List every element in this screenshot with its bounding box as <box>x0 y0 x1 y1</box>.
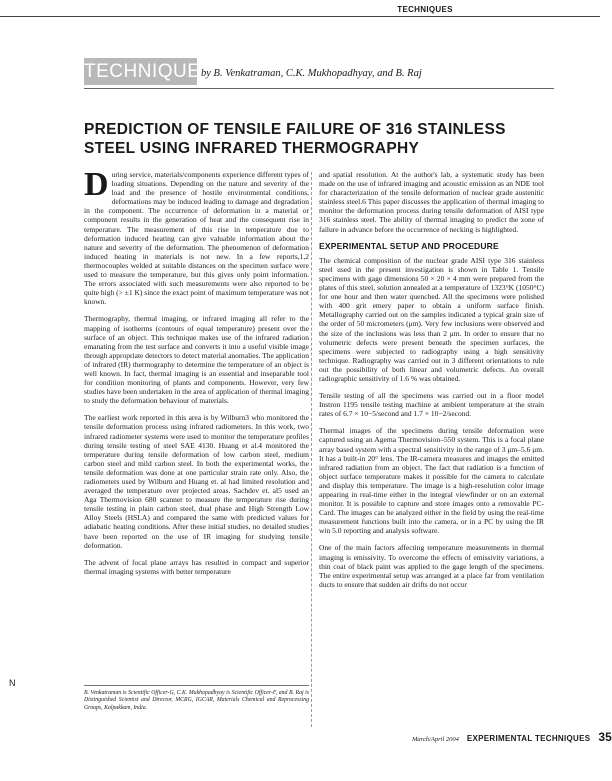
paragraph-tensile-testing: Tensile testing of all the specimens was carried out in a floor model Instron 1195 tensile testing machine at ambient temperature at the strain rates of 6.7 × 10−5/second and 1.7 × 10−2/second. <box>319 391 544 419</box>
paragraph-emissivity: One of the main factors affecting temperature measurements in thermal imaging is emissivity. To overcome the effects of emissivity variations, a thin coat of black paint was applied to the gage length of the specimens. The entire experimental setup was arranged at a place far from ventilation ducts to ensure that sudden air drifts do not occur <box>319 543 544 589</box>
column-divider <box>311 172 312 727</box>
right-column <box>319 170 544 597</box>
drop-cap: D <box>84 166 109 203</box>
article-title <box>84 120 554 158</box>
page-footer <box>412 728 612 744</box>
margin-mark: N <box>9 678 16 688</box>
section-heading: EXPERIMENTAL SETUP AND PROCEDURE <box>319 240 499 251</box>
byline-rule <box>84 88 554 89</box>
page-number: 35 <box>598 730 612 744</box>
paragraph-thermography: Thermography, thermal imaging, or infrared imaging all refer to the mapping of isotherms (contours of equal temperature) present over the surface of an object. This technique makes use of the infrared radiation emanating from the test surface and converts it into a useful visible image through appropriate detectors to detect material anomalies. The application of infrared (IR) thermography to determine the temperature of an object is well known. In fact, thermal imaging is an essential and inseparable tool for condition monitoring of plants and components. However, very few studies have been undertaken in the area of application of thermal imaging to study the deformation behaviour of materials. <box>84 314 309 406</box>
paragraph-spatial-resolution: and spatial resolution. At the author's lab, a systematic study has been made on the use of infrared imaging and acoustic emission as an NDE tool for characterization of the tensile deformation of nuclear grade austenitic stainless steel.6 This paper discusses the application of thermal imaging to monitor the deformation process during tensile deformation of AISI type 316 stainless steel. The ability of thermal imaging to predict the zone of failure in advance before the occurrence of necking is highlighted. <box>319 170 544 234</box>
intro-text: uring service, materials/components experience different types of loading situations. Depending on the nature and severity of the load and the presence of hostile environmental conditions, deformations may be induced leading to damage and degradation in the component. The occurrence of deformation in a material or component results in the generation of heat and the consequent rise in temperature. The measurement of this rise in temperature due to deformation induced heating can give valuable information about the nature and severity of the deformation. The phenomenon of deformation induced heating in materials is not new. In a few reports,1,2 thermocouples welded at suitable distances on the specimen surface were used to measure the temperature, but this gives only point information. The errors associated with such measurements were also reported to be quite high (> ±1 K) since the exact point of maximum temperature was not known. <box>84 170 309 307</box>
paragraph-focal-plane: The advent of focal plane arrays has resulted in compact and superior thermal imaging systems with better temperature <box>84 557 309 576</box>
footnote-rule <box>84 685 309 686</box>
running-head: TECHNIQUES <box>397 5 453 14</box>
title-line-2: STEEL USING INFRARED THERMOGRAPHY <box>84 140 420 157</box>
paragraph-thermal-images: Thermal images of the specimens during tensile deformation were captured using an Agema Thermovision–550 system. This is a focal plane array based system with a spectral sensitivity in the range of 3 μm–5.6 μm. It has a built-in 20° lens. The IR-camera measures and images the emitted infrared radiation from an object. The fact that radiation is a function of object surface temperature makes it possible for the camera to calculate and display this temperature. The image is a high-resolution color image appearing in real-time either in the integral viewfinder or on an external monitor. It is possible to capture and store images onto a removable PC-Card. The images can be analyzed either in the field by using the real-time measurement functions built into the camera, or in a PC by using the IR win 5.0 reporting and analysis software. <box>319 426 544 536</box>
paragraph-earliest-work: The earliest work reported in this area is by Wilburn3 who monitored the tensile deformation process using infrared radiometers. In this work, two infrared radiometer systems were used to monitor the temperature profiles during tensile testing of steel SAE 4130. Huang et al.4 monitored the temperature during tensile deformation of low carbon steel, medium carbon steel and mild carbon steel. In both the experimental works, the tensile deformation was done at one particular strain rate only. Also, the radiometers used by Wilburn and Huang et. al had limited resolution and averaged the temperature over projected areas. Sachdev et. al5 used an Aga Thermovision 680 scanner to measure the temperature rise during tensile testing in plain carbon steel, dual phase and High Strength Low Alloy Steels (HSLA) and compared the same with predicted values for adiabatic heating conditions. After these initial studies, no detailed studies have been reported on the use of IR imaging for studying tensile deformation. <box>84 413 309 550</box>
journal-name: EXPERIMENTAL TECHNIQUES <box>466 734 591 743</box>
intro-paragraph <box>84 166 309 307</box>
byline-row <box>84 58 554 88</box>
title-line-1: PREDICTION OF TENSILE FAILURE OF 316 STAINLESS <box>84 121 506 138</box>
left-column <box>84 166 309 584</box>
top-rule <box>0 16 600 17</box>
paragraph-composition: The chemical composition of the nuclear grade AISI type 316 stainless steel used in the present investigation is shown in Table 1. Tensile specimens with gage dimensions 50 × 20 × 4 mm were prepared from the plates of this steel, solution annealed at a temperature of 1323°K (1050°C) for one hour and then water quenched. All the specimens were polished with 400 grit emery paper to obtain a uniform surface finish. Metallography carried out on the samples indicated a typical grain size of the order of 50 micrometers (μm). Very few inclusions were observed and the size of the inclusions was less than 2 μm. In order to ensure that no volumetric defects were present beneath the specimen surfaces, the specimens were subjected to radiography using a high sensitivity technique. Radiography was carried out in 3 different orientations to rule out the possibility of both linear and volumetric defects. An overall radiographic sensitivity of 1.6 % was obtained. <box>319 255 544 383</box>
author-byline: by B. Venkatraman, C.K. Mukhopadhyay, and B. Raj <box>201 68 422 79</box>
author-footnote: B. Venkatraman is Scientific Officer-G, C.K. Mukhopadhyay is Scientific Officer-F, and B. Raj is Distinguished Scientist and Director, MCRG, IGCAR, Materials Chemical and Reprocessing Groups, Kalpakkam, India. <box>84 690 309 711</box>
section-tag: TECHNIQUES <box>84 58 197 85</box>
issue-date: March/April 2004 <box>412 736 459 743</box>
